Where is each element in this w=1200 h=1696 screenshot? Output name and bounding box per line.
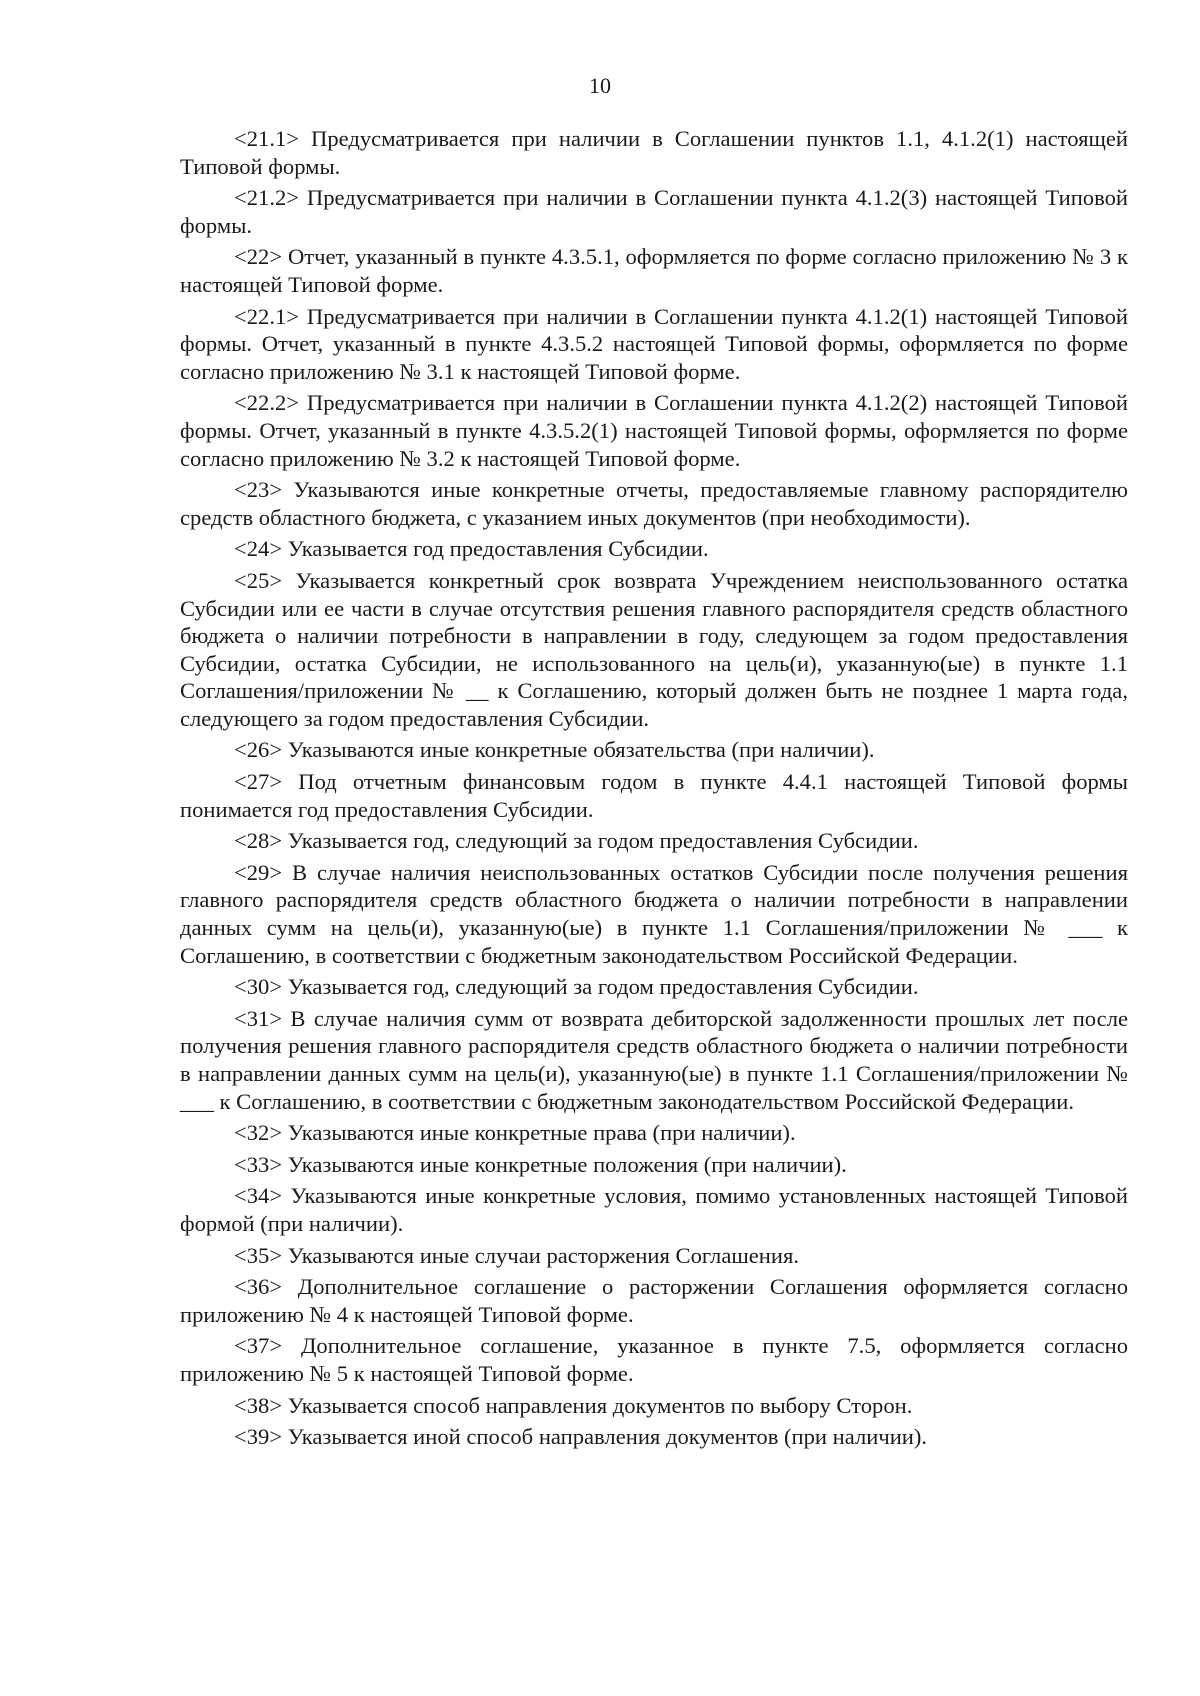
footnote-28: <28> Указывается год, следующий за годом предоставления Субсидии. — [234, 828, 919, 854]
footnote-21-2: <21.2> Предусматривается при наличии в Соглашении пункта 4.1.2(3) настоящей Типовой формы. — [180, 185, 1128, 238]
footnote-32: <32> Указываются иные конкретные права (при наличии). — [234, 1120, 796, 1146]
page-number: 10 — [589, 73, 611, 98]
footnote-22: <22> Отчет, указанный в пункте 4.3.5.1, оформляется по форме согласно приложению № 3 к настоящей Типовой форме. — [180, 244, 1128, 297]
footnote-33: <33> Указываются иные конкретные положения (при наличии). — [234, 1151, 847, 1177]
footnote-36: <36> Дополнительное соглашение о расторжении Соглашения оформляется согласно приложению № 4 к настоящей Типовой форме. — [180, 1274, 1128, 1327]
footnote-26: <26> Указываются иные конкретные обязательства (при наличии). — [234, 737, 875, 763]
footnotes-list — [180, 125, 1128, 1455]
footnote-24: <24> Указывается год предоставления Субсидии. — [234, 536, 709, 562]
footnote-22-1: <22.1> Предусматривается при наличии в Соглашении пункта 4.1.2(1) настоящей Типовой формы. Отчет, указанный в пункте 4.3.5.2 настоящей Типовой формы, оформляется по форме согласно приложению № 3.1 к настоящей Типовой форме. — [180, 303, 1128, 384]
footnote-21-1: <21.1> Предусматривается при наличии в Соглашении пунктов 1.1, 4.1.2(1) настоящей Типовой формы. — [180, 126, 1128, 179]
footnote-35: <35> Указываются иные случаи расторжения Соглашения. — [234, 1242, 799, 1268]
footnote-39: <39> Указывается иной способ направления документов (при наличии). — [234, 1424, 928, 1450]
footnote-34: <34> Указываются иные конкретные условия, помимо установленных настоящей Типовой формой (при наличии). — [180, 1183, 1128, 1236]
footnote-23: <23> Указываются иные конкретные отчеты, предоставляемые главному распорядителю средств областного бюджета, с указанием иных документов (при необходимости). — [180, 477, 1128, 530]
footnote-25: <25> Указывается конкретный срок возврата Учреждением неиспользованного остатка Субсидии или ее части в случае отсутствия решения главного распорядителя средств областного бюджета о наличии потребности в направлении в году, следующем за годом предоставления Субсидии, остатка Субсидии, не использованного на цель(и), указанную(ые) в пункте 1.1 Соглашения/приложении № __ к Соглашению, который должен быть не позднее 1 марта года, следующего за годом предоставления Субсидии. — [180, 567, 1128, 731]
footnote-30: <30> Указывается год, следующий за годом предоставления Субсидии. — [234, 974, 919, 1000]
footnote-37: <37> Дополнительное соглашение, указанное в пункте 7.5, оформляется согласно приложению № 5 к настоящей Типовой форме. — [180, 1333, 1128, 1386]
footnote-22-2: <22.2> Предусматривается при наличии в Соглашении пункта 4.1.2(2) настоящей Типовой формы. Отчет, указанный в пункте 4.3.5.2(1) настоящей Типовой формы, оформляется по форме согласно приложению № 3.2 к настоящей Типовой форме. — [180, 390, 1128, 471]
footnote-38: <38> Указывается способ направления документов по выбору Сторон. — [234, 1392, 913, 1418]
footnote-31: <31> В случае наличия сумм от возврата дебиторской задолженности прошлых лет после получения решения главного распорядителя средств областного бюджета о наличии потребности в направлении данных сумм на цель(и), указанную(ые) в пункте 1.1 Соглашения/приложении № ___ к Соглашению, в соответствии с бюджетным законодательством Российской Федерации. — [180, 1005, 1128, 1114]
footnote-27: <27> Под отчетным финансовым годом в пункте 4.4.1 настоящей Типовой формы понимается год предоставления Субсидии. — [180, 769, 1128, 822]
footnote-29: <29> В случае наличия неиспользованных остатков Субсидии после получения решения главного распорядителя средств областного бюджета о наличии потребности в направлении данных сумм на цель(и), указанную(ые) в пункте 1.1 Соглашения/приложении № ___ к Соглашению, в соответствии с бюджетным законодательством Российской Федерации. — [180, 859, 1128, 968]
